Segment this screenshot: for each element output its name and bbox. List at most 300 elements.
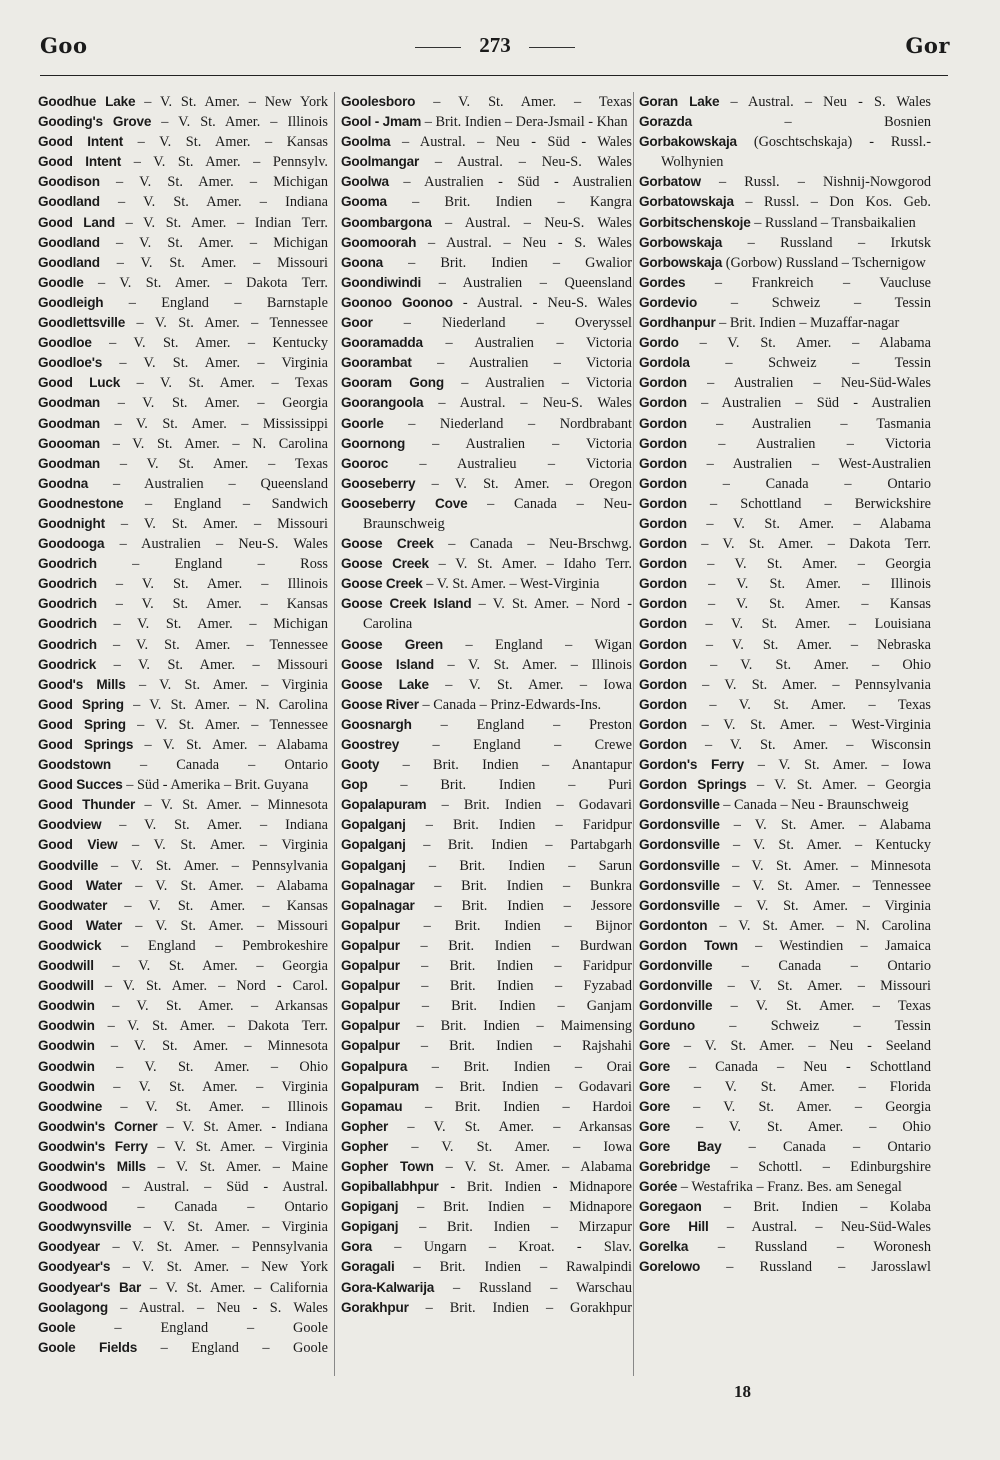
gazetteer-entry [341,534,632,554]
entry-headword: Gopalpur [341,1018,400,1034]
entry-location: – V. St. Amer. – Pennsylvania [99,1239,328,1256]
entry-location: – V. St. Amer. – Dakota Terr. [686,536,931,553]
gazetteer-entry [38,474,328,494]
entry-headword: Gopalganj [341,857,406,873]
entry-headword: Gopalpur [341,1038,400,1054]
gazetteer-entry [639,896,931,916]
entry-location: – Australien – Süd - Australien [686,395,931,412]
entry-headword: Goolwa [341,174,389,190]
gazetteer-entry [341,896,632,916]
entry-location: – V. St. Amer. – Texas [100,455,328,472]
gazetteer-entry [38,1077,328,1097]
gazetteer-entry [341,192,632,212]
entry-headword: Goodrich [38,616,97,632]
entry-location: – V. St. Amer. – Kentucky [719,837,931,854]
entry-headword: Gopiballabhpur [341,1179,439,1195]
entry-headword: Goodwin [38,1018,95,1034]
entry-headword: Gooding's Grove [38,114,152,130]
entry-headword: Goodloe [38,335,92,351]
gazetteer-entry [341,1278,632,1298]
gazetteer-entry [38,1237,328,1257]
gazetteer-entry [38,635,328,655]
entry-headword: Goodman [38,415,101,431]
entry-headword: Gore [639,1038,670,1054]
entry-headword: Gooma [341,194,387,210]
entry-location: – V. St. Amer. – Alabama [719,817,931,834]
entry-headword: Gordon [639,696,687,712]
gazetteer-entry [38,293,328,313]
entry-location: – V. St. Amer. – Iowa [388,1138,632,1155]
gazetteer-entry [341,1237,632,1257]
entry-location: – Brit. Indien – Anantapur [379,757,632,774]
entry-headword: Gopalnagar [341,877,415,893]
entry-location: – Ungarn – Kroat. - Slav. [371,1239,632,1256]
entry-headword: Gopalapuram [341,797,427,813]
entry-location: – Australien – Victoria [411,355,632,372]
gazetteer-entry [341,856,632,876]
entry-headword: Goose Lake [341,676,429,692]
entry-headword: Gordonsville [639,837,720,853]
gazetteer-entry [639,695,931,715]
entry-location: – V. St. Amer. – Michigan [96,616,328,633]
gazetteer-entry [639,1177,931,1197]
entry-location: – V. St. Amer. – Texas [120,375,328,392]
entry-location: – Canada – Neu - Schottland [669,1058,931,1075]
entry-headword: Good Thunder [38,797,136,813]
entry-location: – V. St. Amer. – Indian Terr. [114,214,328,231]
entry-location: – V. St. Amer. – Alabama [133,737,328,753]
entry-headword: Gooram Gong [341,375,444,391]
entry-headword: Goooman [38,435,101,451]
entry-headword: Gordon [639,596,687,612]
entry-headword: Gorduno [639,1018,695,1034]
entry-location: – Schweiz – Tessin [697,294,931,311]
entry-headword: Gordonsville [639,817,720,833]
entry-location: – Russl. – Nishnij-Nowgorod [700,174,931,191]
entry-headword: Good Water [38,917,123,933]
entry-location: – Brit. Indien – Gorakhpur [408,1299,632,1316]
entry-headword: Goragali [341,1259,395,1275]
entry-location: – V. St. Amer. – N. Carolina [100,435,328,452]
gazetteer-entry [341,1298,632,1318]
entry-headword: Gordon [639,716,687,732]
entry-headword: Gora-Kalwarija [341,1279,435,1295]
gazetteer-entry [341,1016,632,1036]
entry-location: – Canada – Neu-Braunschweig [363,495,632,532]
gazetteer-entry [38,1338,328,1358]
gazetteer-entry [639,172,931,192]
entry-location: – V. St. Amer. – Indiana [101,817,328,834]
entry-headword: Gordon [639,515,687,531]
gazetteer-entry [341,233,632,253]
entry-headword: Gopalpur [341,978,400,994]
entry-location: – Brit. Indien – Muzaffar-nagar [715,315,900,332]
entry-headword: Goolma [341,134,391,150]
gazetteer-entry [639,554,931,574]
gazetteer-entry [38,695,328,715]
entry-location: – England – Preston [411,716,632,733]
gazetteer-entry [639,936,931,956]
gazetteer-entry [38,373,328,393]
gazetteer-entry [38,112,328,132]
entry-location: – Canada – Ontario [686,475,931,492]
entry-location: – Austral. – Neu - S. Wales [719,94,931,110]
entry-headword: Goodwin's Mills [38,1158,146,1174]
entry-location: – V. St. Amer. – Illinois [151,114,328,131]
entry-headword: Goodwin [38,998,95,1014]
gazetteer-entry [341,474,632,494]
entry-location: – Brit. Indien – Bijnor [399,917,632,934]
gazetteer-entry [38,1036,328,1056]
gazetteer-entry [639,795,931,815]
gazetteer-entry [341,1036,632,1056]
entry-headword: Goolesboro [341,94,416,109]
entry-headword: Goodyear's [38,1259,111,1275]
gazetteer-entry [639,233,931,253]
entry-headword: Gopalganj [341,837,406,853]
entry-headword: Goondiwindi [341,274,422,290]
entry-headword: Gordon [639,576,687,592]
entry-headword: Gorbowskaja [639,234,723,250]
entry-location: – V. St. Amer. – Maine [145,1158,328,1175]
entry-headword: Gore [639,1078,670,1094]
entry-location: – V. St. Amer. – Minnesota [719,857,931,874]
gazetteer-entry [38,1197,328,1217]
entry-headword: Goodrich [38,636,97,652]
entry-location: – Australien – Queensland [88,475,328,492]
entry-headword: Gordes [639,274,686,290]
gazetteer-entry [341,293,632,313]
entry-headword: Gopalpur [341,998,400,1014]
gazetteer-entry [38,353,328,373]
entry-location: – Australien – Neu-S. Wales [104,536,328,553]
gazetteer-entry [38,594,328,614]
gazetteer-entry [38,815,328,835]
entry-location: – Russland – Warschau [434,1279,632,1296]
entry-headword: Goodlettsville [38,315,126,331]
entry-location: – Niederland – Nordbrabant [383,415,632,432]
entry-headword: Goodwine [38,1098,103,1114]
entry-headword: Gordon [639,556,687,572]
entry-headword: Goose Creek Island [341,596,472,612]
entry-location: – Austral. – Neu - Süd - Wales [390,134,632,151]
gazetteer-entry [38,1137,328,1157]
entry-headword: Good's Mills [38,676,126,692]
gazetteer-entry [639,715,931,735]
gazetteer-entry [38,273,328,293]
gazetteer-entry [38,574,328,594]
entry-location: – V. St. Amer. – Wisconsin [686,737,931,753]
gazetteer-entry [639,1217,931,1237]
entry-location: – England – Pembrokeshire [101,937,328,954]
entry-location: – Schottl. – Edinburgshire [710,1158,931,1175]
entry-location: – Australien – Victoria [443,375,632,392]
entry-location: – V. St. Amer. – N. Carolina [123,696,328,713]
gazetteer-entry [341,172,632,192]
entry-headword: Gordon [639,616,687,632]
gazetteer-entry [639,192,931,212]
entry-headword: Gool - Jmam [341,114,422,130]
entry-location: – Canada – Ontario [712,958,931,975]
entry-headword: Gore Hill [639,1219,709,1235]
entry-location: – V. St. Amer. – Michigan [99,234,328,251]
entry-location: – V. St. Amer. – Georgia [746,777,931,794]
gazetteer-entry [38,1318,328,1338]
entry-headword: Goodooga [38,536,105,552]
entry-location: – V. St. Amer. – Missouri [122,917,328,934]
entry-headword: Gorbitschenskoje [639,214,751,230]
entry-location: – Süd - Amerika – Brit. Guyana [122,777,309,794]
entry-location: – V. St. Amer. – Illinois [433,656,632,673]
entry-headword: Goodrick [38,656,97,672]
gazetteer-entry [341,313,632,333]
entry-location: – England – Crewe [399,737,632,753]
gazetteer-entry [341,936,632,956]
gazetteer-entry [341,132,632,152]
entry-headword: Gopamau [341,1098,403,1114]
entry-headword: Gordo [639,335,679,351]
gazetteer-entry [38,414,328,434]
entry-location: – V. St. Amer. – Pennsylvania [686,676,931,693]
entry-headword: Goran Lake [639,94,720,109]
entry-headword: Goodwin [38,1038,95,1054]
entry-location: – V. St. Amer. – Virginia [102,355,328,372]
entry-headword: Goombargona [341,214,432,230]
gazetteer-entry [38,1298,328,1318]
entry-location: – V. St. Amer. – Ohio [94,1058,328,1075]
entry-headword: Goodhue Lake [38,94,136,109]
entry-headword: Goodwynsville [38,1219,132,1235]
entry-location: – Australien – Victoria [422,335,632,352]
entry-location: – Russland – Jarosslawl [700,1259,931,1276]
gazetteer-entry [38,393,328,413]
gazetteer-entry [341,695,632,715]
column-3 [639,92,931,1278]
entry-location: – Schweiz – Tessin [694,1018,931,1035]
entry-headword: Goodland [38,194,100,210]
gazetteer-entry [341,675,632,695]
entry-headword: Goodland [38,254,100,270]
entry-location: – Brit. Indien – Fyzabad [399,978,632,995]
entry-headword: Goodleigh [38,294,104,310]
entry-headword: Goose Creek [341,576,423,592]
entry-location: – Canada – Ontario [107,1199,328,1216]
gazetteer-entry [38,313,328,333]
entry-headword: Gora [341,1239,372,1255]
entry-location: – V. St. Amer. – Missouri [96,656,328,673]
gazetteer-entry [639,132,931,172]
entry-location: – V. St. Amer. – Kansas [107,897,328,914]
gazetteer-entry [38,213,328,233]
entry-location: – England – Barnstaple [103,294,328,311]
entry-location: – Schweiz – Tessin [689,355,931,372]
entry-headword: Goregaon [639,1199,702,1215]
gazetteer-entry [341,715,632,735]
entry-headword: Goodwood [38,1179,108,1195]
gazetteer-entry [38,655,328,675]
entry-location: – V. St. Amer. – Texas [415,94,632,110]
entry-headword: Gopiganj [341,1199,399,1215]
entry-headword: Goodwater [38,897,108,913]
entry-headword: Gopher Town [341,1158,434,1174]
gazetteer-entry [639,956,931,976]
entry-headword: Gooroc [341,455,389,471]
entry-location: – V. St. Amer. – Nord - Carolina [363,596,632,633]
entry-location: – England – Ross [96,556,328,573]
entry-location: – V. St. Amer. – Louisiana [686,616,931,633]
entry-headword: Goorambat [341,355,412,371]
entry-headword: Gorbowskaja [639,254,723,270]
entry-location: – V. St. Amer. – Illinois [96,576,328,593]
entry-location: – V. St. Amer. – Texas [712,998,931,1015]
gazetteer-entry [38,172,328,192]
entry-location: – V. St. Amer. – Michigan [99,174,328,191]
gazetteer-entry [341,1257,632,1277]
gazetteer-entry [639,876,931,896]
running-head-right: Gor [905,33,950,58]
entry-location: – Brit. Indien – Dera-Jsmail - Khan [421,114,628,131]
gazetteer-entry [38,1157,328,1177]
entry-location: – Brit. Indien – Puri [367,777,632,794]
gazetteer-entry [639,313,931,333]
entry-headword: Goodyear's Bar [38,1279,142,1295]
entry-headword: Good Luck [38,375,121,391]
entry-location: – V. St. Amer. – Virginia [125,676,328,693]
entry-location: – V. St. Amer. – Kansas [123,134,328,151]
entry-headword: Gopalpura [341,1058,408,1074]
gazetteer-entry [639,996,931,1016]
gazetteer-entry [341,1157,632,1177]
gazetteer-entry [341,635,632,655]
gazetteer-entry [38,534,328,554]
entry-headword: Gordon [639,495,687,511]
entry-location: – Canada – Neu-Brschwg. [433,536,633,553]
entry-headword: Goor [341,315,373,331]
gazetteer-entry [639,1257,931,1277]
column-divider-2 [633,92,634,1376]
gazetteer-entry [639,92,931,112]
entry-location: – V. St. Amer. – Alabama [686,515,931,532]
entry-headword: Goodyear [38,1239,100,1255]
entry-headword: Goodrich [38,596,97,612]
entry-headword: Goodwill [38,978,94,994]
gazetteer-entry [341,795,632,815]
entry-location: – Brit. Indien – Sarun [405,857,632,874]
gazetteer-entry [639,1117,931,1137]
gazetteer-entry [341,876,632,896]
entry-headword: Gopalpur [341,937,400,953]
gazetteer-entry [341,393,632,413]
entry-headword: Gopalpuram [341,1078,420,1094]
entry-headword: Goodloe's [38,355,103,371]
entry-headword: Goona [341,254,384,270]
entry-location: – Brit. Indien – Partabgarh [405,837,632,854]
entry-headword: Gordon [639,395,687,411]
entry-headword: Goodville [38,857,99,873]
entry-location: – Austral. – Neu-S. Wales [419,154,632,171]
entry-headword: Goodman [38,455,101,471]
gazetteer-entry [38,1217,328,1237]
entry-location: – Brit. Indien – Jessore [414,897,632,914]
gazetteer-entry [341,996,632,1016]
gazetteer-entry [639,835,931,855]
gazetteer-entry [341,213,632,233]
entry-headword: Gooramadda [341,335,423,351]
entry-headword: Gordon [639,737,687,752]
gazetteer-entry [639,454,931,474]
gazetteer-entry [341,835,632,855]
entry-headword: Gorée [639,1179,678,1195]
gazetteer-entry [341,92,632,112]
entry-location: – V. St. Amer. – Indiana [99,194,328,211]
gazetteer-entry [38,152,328,172]
gazetteer-entry [38,876,328,896]
entry-headword: Goodna [38,475,89,491]
entry-location: – V. St. Amer. – Alabama [678,335,931,352]
entry-location: – Austral. – Neu-Süd-Wales [708,1219,931,1236]
gazetteer-entry [639,815,931,835]
entry-headword: Gordonville [639,958,713,974]
entry-headword: Good Water [38,877,123,893]
gazetteer-entry [38,916,328,936]
entry-headword: Goose Green [341,636,444,652]
entry-location: – Niederland – Overyssel [372,315,632,332]
entry-headword: Gopher [341,1118,389,1134]
entry-headword: Goosnargh [341,716,412,732]
gazetteer-entry [38,956,328,976]
entry-location: – England – Wigan [443,636,632,653]
gazetteer-entry [341,574,632,594]
gazetteer-entry [38,835,328,855]
entry-headword: Gordon [639,415,687,431]
gazetteer-entry [341,1057,632,1077]
entry-location: – V. St. Amer. – Tennessee [96,636,328,653]
signature-mark: 18 [734,1382,751,1401]
entry-location: – V. St. Amer. – Minnesota [135,797,328,814]
entry-headword: Good Spring [38,696,124,712]
entry-location: – Canada – Prinz-Edwards-Ins. [418,696,602,713]
entry-location: – V. St. Amer. – Georgia [93,958,328,975]
gazetteer-entry [639,976,931,996]
entry-headword: Gordonton [639,917,708,933]
column-2 [341,92,632,1318]
entry-location: (Goschtschskaja) - Russl.-Wolhynien [661,134,931,171]
entry-location: – Russland – Irkutsk [722,234,931,251]
entry-location: – V. St. Amer. – Neu - Seeland [669,1038,931,1055]
gazetteer-entry [38,614,328,634]
gazetteer-entry [38,755,328,775]
gazetteer-entry [639,414,931,434]
entry-location: – V. St. Amer. – Virginia [117,837,328,854]
gazetteer-entry [639,514,931,534]
entry-headword: Gore [639,1058,670,1074]
entry-location: – Brit. Indien – Kangra [386,194,632,211]
gazetteer-entry [341,755,632,775]
entry-location: – V. St. Amer. – Tennessee [125,716,328,733]
entry-location: – V. St. Amer. – Nord - Carol. [93,978,328,995]
entry-location: – Australien – Victoria [686,435,931,452]
entry-headword: Gordonville [639,998,713,1014]
gazetteer-entry [639,1057,931,1077]
entry-location: – Brit. Indien – Burdwan [399,937,632,954]
entry-headword: Goole [38,1319,76,1335]
gazetteer-entry [639,253,931,273]
gazetteer-entry [639,494,931,514]
entry-headword: Goodrich [38,556,97,572]
entry-headword: Gorebridge [639,1158,711,1174]
entry-headword: Goodwin's Corner [38,1118,158,1134]
entry-location: – V. St. Amer. – Kansas [686,596,931,613]
